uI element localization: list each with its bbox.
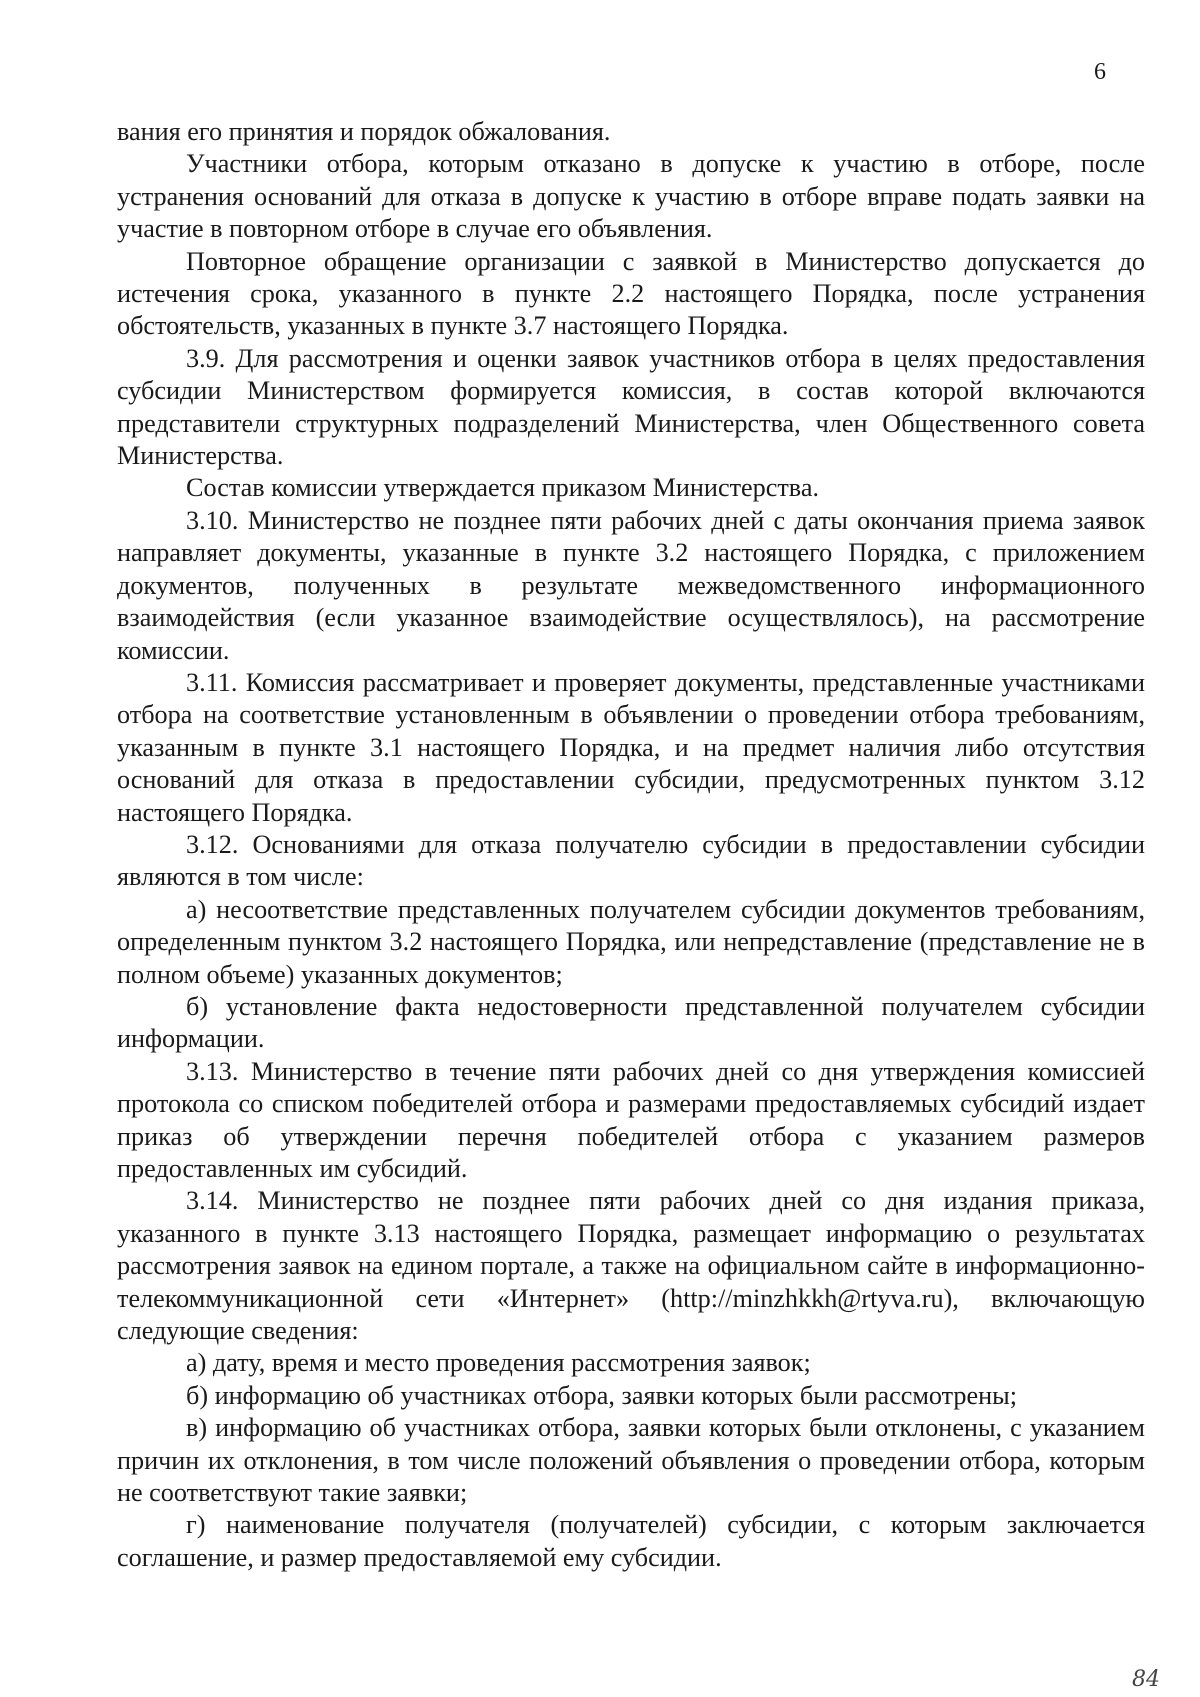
handwritten-page-mark: 84 [1132, 1667, 1160, 1692]
list-item-v: в) информацию об участниках отбора, заявки которых были отклонены, с указанием причин их отклонения, в том числе положений объявления о проведении отбора, которым не соответствуют такие заявки; [117, 1413, 1145, 1508]
body-text [117, 116, 1145, 1574]
paragraph: Состав комиссии утверждается приказом Министерства. [186, 473, 819, 503]
paragraph-clause-3-9: 3.9. Для рассмотрения и оценки заявок участников отбора в целях предоставления субсидии Министерством формируется комиссия, в состав которой включаются представители структурных подразделений Министерства, член Общественного совета Министерства. [117, 343, 1145, 471]
paragraph-clause-3-10: 3.10. Министерство не позднее пяти рабочих дней с даты окончания приема заявок направляет документы, указанные в пункте 3.2 настоящего Порядка, с приложением документов, полученных в результате межведомственного информационного взаимодействия (если указанное взаимодействие осуществлялось), на рассмотрение комиссии. [117, 505, 1145, 665]
list-item-b: б) установление факта недостоверности представленной получателем субсидии информации. [117, 991, 1145, 1054]
paragraph-clause-3-14: 3.14. Министерство не позднее пяти рабочих дней со дня издания приказа, указанного в пункте 3.13 настоящего Порядка, размещает информацию о результатах рассмотрения заявок на едином портале, а также на официальном сайте в информационно-телекоммуникационной сети «Интернет» (http://minzhkkh@rtyva.ru), включающую следующие сведения: [117, 1186, 1145, 1346]
list-item-g: г) наименование получателя (получателей) субсидии, с которым заключается соглашение, и размер предоставляемой ему субсидии. [117, 1510, 1145, 1572]
page-number: 6 [1094, 59, 1106, 85]
paragraph-clause-3-12: 3.12. Основаниями для отказа получателю субсидии в предоставлении субсидии являются в том числе: [117, 829, 1145, 892]
paragraph-clause-3-13: 3.13. Министерство в течение пяти рабочих дней со дня утверждения комиссией протокола со списком победителей отбора и размерами предоставляемых субсидий издает приказ об утверждении перечня победителей отбора с указанием размеров предоставленных им субсидий. [117, 1056, 1145, 1183]
list-item-a: а) дату, время и место проведения рассмотрения заявок; [186, 1348, 811, 1378]
paragraph-clause-3-11: 3.11. Комиссия рассматривает и проверяет документы, представленные участниками отбора на соответствие установленным в объявлении о проведении отбора требованиям, указанным в пункте 3.1 настоящего Порядка, и на предмет наличия либо отсутствия оснований для отказа в предоставлении субсидии, предусмотренных пунктом 3.12 настоящего Порядка. [117, 667, 1145, 827]
list-item-b: б) информацию об участниках отбора, заявки которых были рассмотрены; [186, 1380, 1018, 1410]
paragraph: Повторное обращение организации с заявкой в Министерство допускается до истечения срока, указанного в пункте 2.2 настоящего Порядка, после устранения обстоятельств, указанных в пункте 3.7 настоящего Порядка. [117, 246, 1145, 341]
paragraph-continuation: вания его принятия и порядок обжалования. [117, 117, 611, 146]
paragraph: Участники отбора, которым отказано в допуске к участию в отборе, после устранения оснований для отказа в допуске к участию в отборе вправе подать заявки на участие в повторном отборе в случае его объявления. [117, 149, 1145, 244]
list-item-a: а) несоответствие представленных получателем субсидии документов требованиям, определенным пунктом 3.2 настоящего Порядка, или непредставление (представление не в полном объеме) указанных документов; [117, 894, 1145, 989]
